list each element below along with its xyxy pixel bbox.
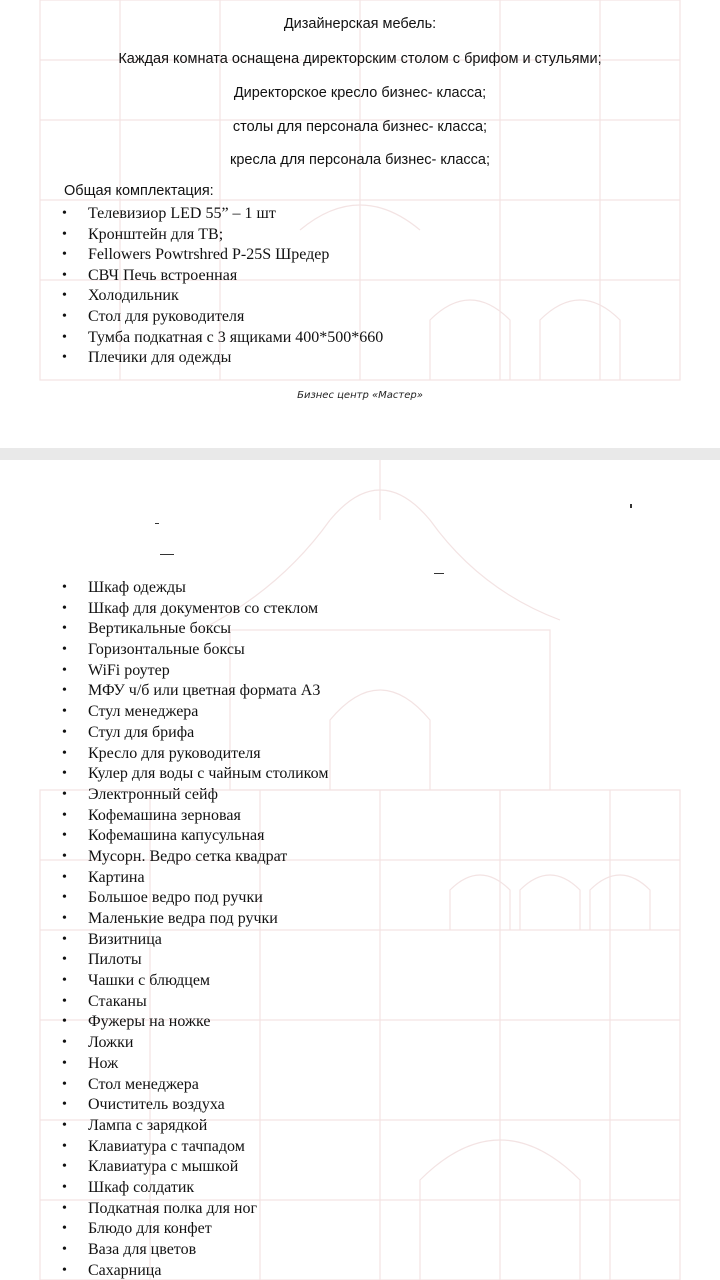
bullet-icon: •	[62, 724, 67, 740]
bullet-icon: •	[62, 993, 67, 1009]
list-item: • Стул менеджера	[62, 702, 328, 723]
list-item: • Стол для руководителя	[62, 307, 383, 328]
bullet-icon: •	[62, 206, 67, 221]
list-item: • Стол менеджера	[62, 1075, 328, 1096]
list-item: • Маленькие ведра под ручки	[62, 909, 328, 930]
bullet-icon: •	[62, 704, 67, 720]
bullet-icon: •	[62, 931, 67, 947]
list-item: • Шкаф одежды	[62, 578, 328, 599]
list-item: • Пилоты	[62, 950, 328, 971]
list-item: • Кофемашина зерновая	[62, 806, 328, 827]
list-item: • Телевизиор LED 55” – 1 шт	[62, 204, 383, 225]
footer-business-center: Бизнес центр «Мастер»	[297, 390, 423, 401]
list-item: • Fellowers Powtrshred P-25S Шредер	[62, 245, 383, 266]
bullet-icon: •	[62, 848, 67, 864]
bullet-icon: •	[62, 226, 67, 242]
scan-mark	[155, 523, 159, 524]
list-item: • Ложки	[62, 1033, 328, 1054]
bullet-icon: •	[62, 308, 67, 324]
kit-title: Общая комплектация:	[64, 183, 214, 199]
header-line-staff-chairs: кресла для персонала бизнес- класса;	[229, 152, 491, 168]
list-item: • Блюдо для конфет	[62, 1219, 328, 1240]
bullet-icon: •	[62, 1097, 67, 1113]
list-item: • МФУ ч/б или цветная формата А3	[62, 681, 328, 702]
bullet-icon: •	[62, 869, 67, 885]
scan-mark	[160, 554, 174, 555]
bullet-icon: •	[62, 247, 67, 263]
list-item: • Мусорн. Ведро сетка квадрат	[62, 847, 328, 868]
list-item: • Клавиатура с мышкой	[62, 1157, 328, 1178]
bullet-icon: •	[62, 1221, 67, 1237]
bullet-icon: •	[62, 1014, 67, 1030]
equipment-list-1	[62, 204, 383, 369]
bullet-icon: •	[62, 1179, 67, 1195]
list-item: • Очиститель воздуха	[62, 1095, 328, 1116]
header-line-director-chair: Директорское кресло бизнес- класса;	[233, 85, 487, 101]
header-line-designer-furniture: Дизайнерская мебель:	[283, 16, 437, 32]
bullet-icon: •	[62, 642, 67, 658]
bullet-icon: •	[62, 890, 67, 906]
list-item: • Холодильник	[62, 286, 383, 307]
bullet-icon: •	[62, 807, 67, 823]
bullet-icon: •	[62, 1117, 67, 1133]
bullet-icon: •	[62, 580, 67, 595]
list-item: • Чашки с блюдцем	[62, 971, 328, 992]
equipment-list-2	[62, 578, 328, 1280]
bullet-icon: •	[62, 288, 67, 304]
bullet-icon: •	[62, 911, 67, 926]
bullet-icon: •	[62, 828, 67, 844]
bullet-icon: •	[62, 952, 67, 968]
list-item: • Шкаф солдатик	[62, 1178, 328, 1199]
scan-mark	[434, 573, 444, 574]
document-page-1	[0, 0, 720, 448]
bullet-icon: •	[62, 1200, 67, 1216]
list-item: • Стул для брифа	[62, 723, 328, 744]
list-item: • Сахарница	[62, 1261, 328, 1280]
list-item: • Фужеры на ножке	[62, 1012, 328, 1033]
bullet-icon: •	[62, 1138, 67, 1154]
list-item: • Кофемашина капусульная	[62, 826, 328, 847]
list-item: • Тумба подкатная с 3 ящиками 400*500*660	[62, 328, 383, 349]
list-item: • Стаканы	[62, 992, 328, 1013]
list-item: • Картина	[62, 868, 328, 889]
bullet-icon: •	[62, 621, 67, 637]
bullet-icon: •	[62, 350, 67, 366]
bullet-icon: •	[62, 1035, 67, 1051]
list-item: • Шкаф для документов со стеклом	[62, 599, 328, 620]
bullet-icon: •	[62, 766, 67, 782]
bullet-icon: •	[62, 600, 67, 616]
document-page-2	[0, 460, 720, 1280]
header-line-staff-tables: столы для персонала бизнес- класса;	[232, 119, 488, 135]
bullet-icon: •	[62, 745, 67, 761]
list-item: • Кресло для руководителя	[62, 744, 328, 765]
list-item: • Кулер для воды с чайным столиком	[62, 764, 328, 785]
list-item: • Вертикальные боксы	[62, 619, 328, 640]
bullet-icon: •	[62, 1076, 67, 1092]
list-item: • WiFi роутер	[62, 661, 328, 682]
list-item: • Электронный сейф	[62, 785, 328, 806]
bullet-icon: •	[62, 1242, 67, 1257]
bullet-icon: •	[62, 267, 67, 283]
scan-mark	[630, 504, 632, 508]
header-line-rooms: Каждая комната оснащена директорским столом с брифом и стульями;	[118, 51, 602, 67]
list-item: • Кронштейн для ТВ;	[62, 225, 383, 246]
list-item: • Плечики для одежды	[62, 348, 383, 369]
list-item: • СВЧ Печь встроенная	[62, 266, 383, 287]
list-item: • Клавиатура с тачпадом	[62, 1137, 328, 1158]
list-item: • Горизонтальные боксы	[62, 640, 328, 661]
list-item: • Визитница	[62, 930, 328, 951]
bullet-icon: •	[62, 662, 67, 678]
bullet-icon: •	[62, 1159, 67, 1175]
bullet-icon: •	[62, 329, 67, 345]
bullet-icon: •	[62, 683, 67, 699]
list-item: • Нож	[62, 1054, 328, 1075]
list-item: • Большое ведро под ручки	[62, 888, 328, 909]
bullet-icon: •	[62, 1055, 67, 1071]
bullet-icon: •	[62, 1262, 67, 1278]
bullet-icon: •	[62, 786, 67, 802]
bullet-icon: •	[62, 973, 67, 989]
list-item: • Ваза для цветов	[62, 1240, 328, 1261]
list-item: • Лампа с зарядкой	[62, 1116, 328, 1137]
list-item: • Подкатная полка для ног	[62, 1199, 328, 1220]
